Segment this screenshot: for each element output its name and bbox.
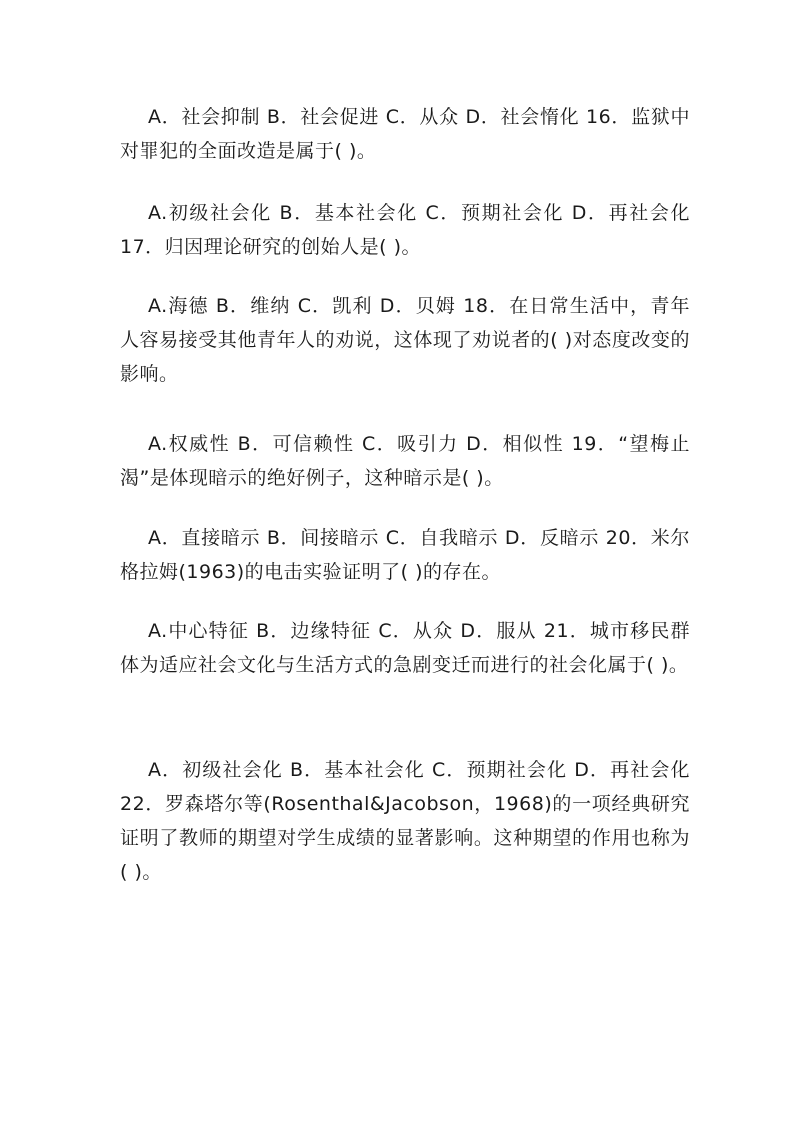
question-paragraph-22: A．初级社会化 B．基本社会化 C．预期社会化 D．再社会化 22．罗森塔尔等(Rosenthal&Jacobson，1968)的一项经典研究证明了教师的期望对学生成绩的显著影响。这种期望的作用也称为( )。 [120,759,690,883]
question-paragraph-18: A.海德 B．维纳 C．凯利 D．贝姆 18．在日常生活中，青年人容易接受其他青年人的劝说，这体现了劝说者的( )对态度改变的影响。 [120,295,690,385]
question-paragraph-16: A．社会抑制 B．社会促进 C．从众 D．社会惰化 16．监狱中对罪犯的全面改造是属于( )。 [120,106,690,162]
question-paragraph-17: A.初级社会化 B．基本社会化 C．预期社会化 D．再社会化 17．归因理论研究的创始人是( )。 [120,202,690,258]
question-paragraph-19: A.权威性 B．可信赖性 C．吸引力 D．相似性 19．“望梅止渴”是体现暗示的绝好例子，这种暗示是( )。 [120,433,690,489]
question-paragraph-21: A.中心特征 B．边缘特征 C．从众 D．服从 21．城市移民群体为适应社会文化与生活方式的急剧变迁而进行的社会化属于( )。 [120,620,690,676]
question-paragraph-20: A．直接暗示 B．间接暗示 C．自我暗示 D．反暗示 20．米尔格拉姆(1963)的电击实验证明了( )的存在。 [120,527,690,583]
